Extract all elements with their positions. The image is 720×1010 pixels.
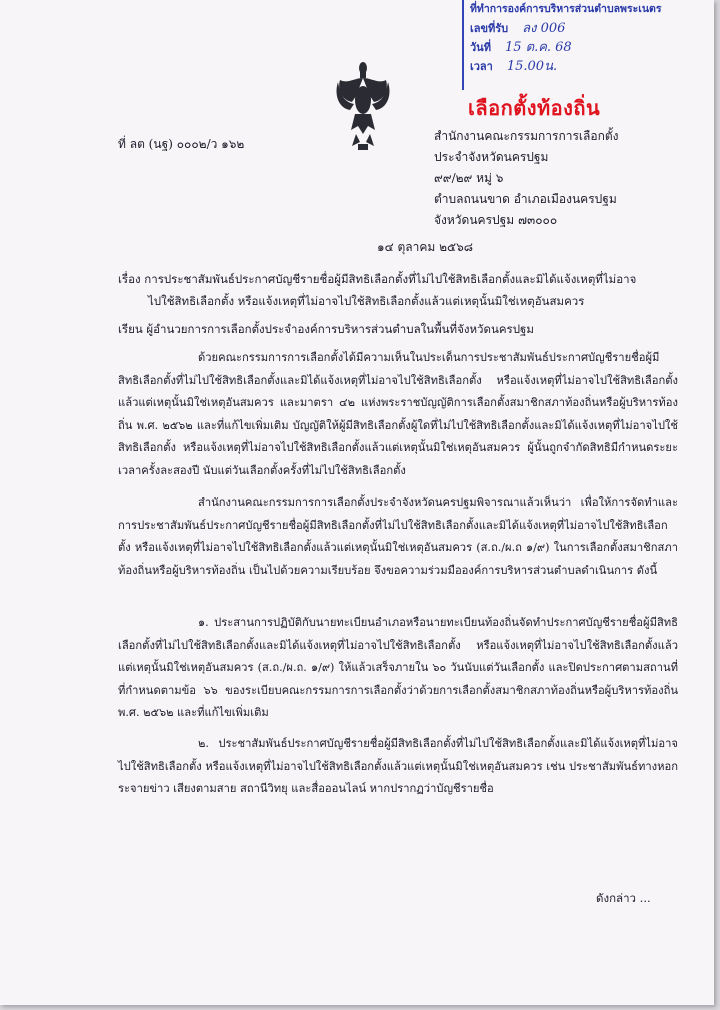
- subject-line-1: เรื่อง การประชาสัมพันธ์ประกาศบัญชีรายชื่อผู้มีสิทธิเลือกตั้งที่ไม่ไปใช้สิทธิเลือกตั้งและมิได้แจ้งเหตุที่ไม่อาจ: [118, 272, 637, 286]
- document-number: ที่ ลต (นฐ) ๐๐๐๒/ว ๑๖๒: [118, 137, 245, 151]
- stamp-receipt-label: เลขที่รับ: [470, 22, 509, 35]
- agency-line-1: สำนักงานคณะกรรมการการเลือกตั้ง: [434, 129, 619, 143]
- agency-line-4: ตำบลถนนขาด อำเภอเมืองนครปฐม: [434, 192, 617, 206]
- subject: [118, 268, 678, 312]
- paragraph-text: ด้วยคณะกรรมการการเลือกตั้งได้มีความเห็นในประเด็นการประชาสัมพันธ์ประกาศบัญชีรายชื่อผู้มีสิทธิเลือกตั้งที่ไม่ไปใช้สิทธิเลือกตั้งและมิได้แจ้งเหตุที่ไม่อาจไปใช้สิทธิเลือกตั้ง หรือแจ้งเหตุที่ไม่อาจไปใช้สิทธิเลือกตั้งแล้วแต่เหตุนั้นมิใช่เหตุอันสมควร และมาตรา ๔๒ แห่งพระราชบัญญัติการเลือกตั้งสมาชิกสภาท้องถิ่นหรือผู้บริหารท้องถิ่น พ.ศ. ๒๕๖๒ และที่แก้ไขเพิ่มเติม บัญญัติให้ผู้มีสิทธิเลือกตั้งผู้ใดที่ไม่ไปใช้สิทธิเลือกตั้งและมิได้แจ้งเหตุที่ไม่อาจไปใช้สิทธิเลือกตั้ง หรือแจ้งเหตุที่ไม่อาจไปใช้สิทธิเลือกตั้งแล้วแต่เหตุนั้นมิใช่เหตุอันสมควร ผู้นั้นถูกจำกัดสิทธิมีกำหนดระยะเวลาครั้งละสองปี นับแต่วันเลือกตั้งครั้งที่ไม่ไปใช้สิทธิเลือกตั้ง: [118, 351, 678, 477]
- subject-line-2: ไปใช้สิทธิเลือกตั้ง หรือแจ้งเหตุที่ไม่อาจไปใช้สิทธิเลือกตั้งแล้วแต่เหตุนั้นมิใช่เหตุอันสมควร: [148, 294, 585, 308]
- agency-line-2: ประจำจังหวัดนครปฐม: [434, 150, 549, 164]
- continuation-marker: ดังกล่าว ...: [596, 891, 651, 905]
- sender-address: [434, 126, 618, 231]
- stamp-time-value: 15.00น.: [506, 59, 558, 74]
- election-campaign-stamp: เลือกตั้งท้องถิ่น: [468, 96, 601, 120]
- stamp-date-label: วันที่: [470, 41, 491, 54]
- receipt-stamp: [462, 0, 672, 90]
- agency-line-5: จังหวัดนครปฐม ๗๓๐๐๐: [434, 213, 558, 227]
- paragraph-text: สำนักงานคณะกรรมการการเลือกตั้งประจำจังหวัดนครปฐมพิจารณาแล้วเห็นว่า เพื่อให้การจัดทำและการประชาสัมพันธ์ประกาศบัญชีรายชื่อผู้มีสิทธิเลือกตั้งที่ไม่ไปใช้สิทธิเลือกตั้งและมิได้แจ้งเหตุที่ไม่อาจไปใช้สิทธิเลือกตั้ง หรือแจ้งเหตุที่ไม่อาจไปใช้สิทธิเลือกตั้งแล้วแต่เหตุนั้นมิใช่เหตุอันสมควร (ส.ถ./ผ.ถ ๑/๙) ในการเลือกตั้งสมาชิกสภาท้องถิ่นหรือผู้บริหารท้องถิ่น เป็นไปด้วยความเรียบร้อย จึงขอความร่วมมือองค์การบริหารส่วนตำบลดำเนินการ ดังนี้: [118, 496, 678, 577]
- body-item-1: [118, 612, 678, 725]
- body-paragraph-2: [118, 492, 678, 582]
- paragraph-text: ๑. ประสานการปฏิบัติกับนายทะเบียนอำเภอหรือนายทะเบียนท้องถิ่นจัดทำประกาศบัญชีรายชื่อผู้มีสิทธิเลือกตั้งที่ไม่ไปใช้สิทธิเลือกตั้งและมิได้แจ้งเหตุที่ไม่อาจไปใช้สิทธิเลือกตั้ง หรือแจ้งเหตุที่ไม่อาจไปใช้สิทธิเลือกตั้งแล้วแต่เหตุนั้นมิใช่เหตุอันสมควร (ส.ถ./ผ.ถ. ๑/๙) ให้แล้วเสร็จภายใน ๖๐ วันนับแต่วันเลือกตั้ง และปิดประกาศตามสถานที่ที่กำหนดตามข้อ ๖๖ ของระเบียบคณะกรรมการการเลือกตั้งว่าด้วยการเลือกตั้งสมาชิกสภาท้องถิ่นหรือผู้บริหารท้องถิ่น พ.ศ. ๒๕๖๒ และที่แก้ไขเพิ่มเติม: [118, 616, 678, 720]
- stamp-date-value: 15 ต.ค. 68: [504, 40, 572, 55]
- agency-line-3: ๙๙/๒๙ หมู่ ๖: [434, 171, 504, 185]
- stamp-header: ที่ทำการองค์การบริหารส่วนตำบลพระเนตร: [470, 3, 662, 15]
- stamp-time-label: เวลา: [470, 60, 493, 73]
- body-paragraph-1: [118, 347, 678, 483]
- paragraph-text: ๒. ประชาสัมพันธ์ประกาศบัญชีรายชื่อผู้มีสิทธิเลือกตั้งที่ไม่ไปใช้สิทธิเลือกตั้งและมิได้แจ้งเหตุที่ไม่อาจไปใช้สิทธิเลือกตั้ง หรือแจ้งเหตุที่ไม่อาจไปใช้สิทธิเลือกตั้งแล้วแต่เหตุนั้นมิใช่เหตุอันสมควร เช่น ประชาสัมพันธ์ทางหอกระจายข่าว เสียงตามสาย สถานีวิทยุ และสื่อออนไลน์ หากปรากฏว่าบัญชีรายชื่อ: [118, 737, 678, 796]
- recipient: เรียน ผู้อำนวยการการเลือกตั้งประจำองค์การบริหารส่วนตำบลในพื้นที่จังหวัดนครปฐม: [118, 322, 534, 336]
- garuda-emblem-icon: [334, 60, 392, 152]
- stamp-receipt-value: ลง 006: [522, 21, 566, 36]
- body-item-2: [118, 733, 678, 801]
- document-date: ๑๔ ตุลาคม ๒๕๖๘: [377, 240, 474, 254]
